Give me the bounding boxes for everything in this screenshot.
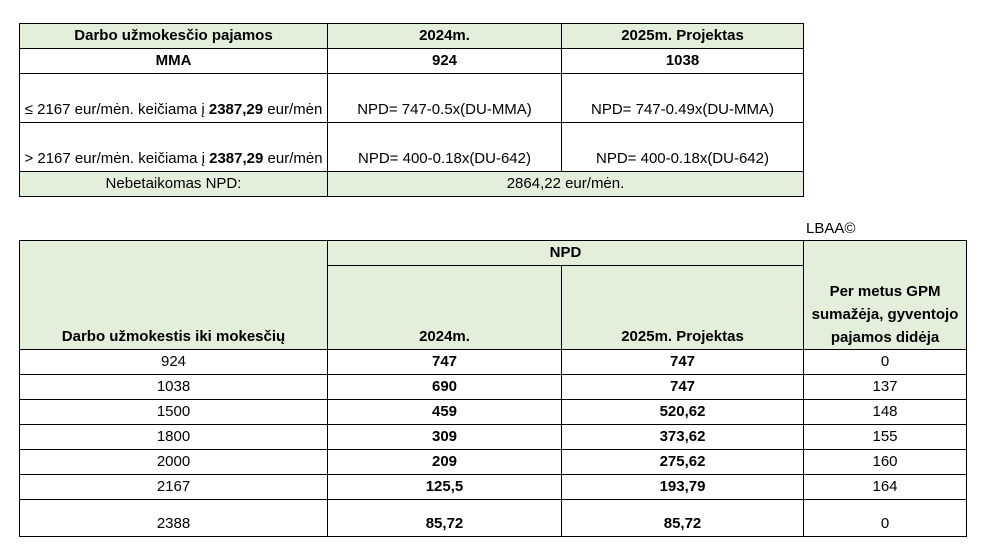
cell-gpm: 155 bbox=[804, 425, 967, 450]
nebetaikomas-label: Nebetaikomas NPD: bbox=[20, 172, 328, 197]
header-npd: NPD bbox=[328, 241, 804, 266]
cell-salary: 2000 bbox=[20, 450, 328, 475]
header-2024: 2024m. bbox=[328, 24, 562, 49]
cell-salary: 1500 bbox=[20, 400, 328, 425]
header-salary: Darbo užmokestis iki mokesčių bbox=[20, 241, 328, 350]
header-income: Darbo užmokesčio pajamos bbox=[20, 24, 328, 49]
mma-2025: 1038 bbox=[562, 49, 804, 74]
nebetaikomas-row bbox=[20, 172, 804, 197]
header-2025: 2025m. Projektas bbox=[562, 24, 804, 49]
lbaa-watermark: LBAA© bbox=[806, 220, 856, 237]
header-gpm: Per metus GPM sumažėja, gyventojo pajamos didėja bbox=[804, 241, 967, 350]
mma-row bbox=[20, 49, 804, 74]
cell-gpm: 164 bbox=[804, 475, 967, 500]
table-row bbox=[20, 123, 804, 172]
cell-npd-2024: 459 bbox=[328, 400, 562, 425]
row-le-2024: NPD= 747-0.5x(DU-MMA) bbox=[328, 74, 562, 123]
table-header-row bbox=[20, 24, 804, 49]
cell-npd-2024: 209 bbox=[328, 450, 562, 475]
row-le-label: ≤ 2167 eur/mėn. keičiama į 2387,29 eur/mėn bbox=[20, 74, 328, 123]
cell-gpm: 0 bbox=[804, 350, 967, 375]
table-row bbox=[20, 375, 967, 400]
cell-npd-2025: 193,79 bbox=[562, 475, 804, 500]
cell-salary: 2167 bbox=[20, 475, 328, 500]
cell-gpm: 160 bbox=[804, 450, 967, 475]
npd-formula-table bbox=[19, 23, 804, 197]
cell-npd-2025: 520,62 bbox=[562, 400, 804, 425]
table-row bbox=[20, 74, 804, 123]
cell-salary: 1800 bbox=[20, 425, 328, 450]
header-npd-2024: 2024m. bbox=[328, 266, 562, 350]
cell-npd-2024: 747 bbox=[328, 350, 562, 375]
cell-npd-2025: 275,62 bbox=[562, 450, 804, 475]
row-gt-label: > 2167 eur/mėn. keičiama į 2387,29 eur/mėn bbox=[20, 123, 328, 172]
cell-gpm: 148 bbox=[804, 400, 967, 425]
cell-salary: 924 bbox=[20, 350, 328, 375]
npd-comparison-table bbox=[19, 240, 967, 537]
cell-salary: 2388 bbox=[20, 500, 328, 537]
table-row bbox=[20, 500, 967, 537]
cell-npd-2024: 85,72 bbox=[328, 500, 562, 537]
cell-salary: 1038 bbox=[20, 375, 328, 400]
table-row bbox=[20, 475, 967, 500]
row-gt-2025: NPD= 400-0.18x(DU-642) bbox=[562, 123, 804, 172]
header-npd-2025: 2025m. Projektas bbox=[562, 266, 804, 350]
cell-npd-2024: 309 bbox=[328, 425, 562, 450]
row-le-2025: NPD= 747-0.49x(DU-MMA) bbox=[562, 74, 804, 123]
table-row bbox=[20, 400, 967, 425]
row-gt-2024: NPD= 400-0.18x(DU-642) bbox=[328, 123, 562, 172]
cell-gpm: 0 bbox=[804, 500, 967, 537]
table-row bbox=[20, 350, 967, 375]
cell-npd-2024: 125,5 bbox=[328, 475, 562, 500]
table-header-row bbox=[20, 241, 967, 266]
cell-npd-2025: 747 bbox=[562, 375, 804, 400]
cell-npd-2025: 373,62 bbox=[562, 425, 804, 450]
cell-gpm: 137 bbox=[804, 375, 967, 400]
mma-2024: 924 bbox=[328, 49, 562, 74]
mma-label: MMA bbox=[20, 49, 328, 74]
table-row bbox=[20, 450, 967, 475]
nebetaikomas-value: 2864,22 eur/mėn. bbox=[328, 172, 804, 197]
cell-npd-2025: 85,72 bbox=[562, 500, 804, 537]
cell-npd-2025: 747 bbox=[562, 350, 804, 375]
cell-npd-2024: 690 bbox=[328, 375, 562, 400]
table-row bbox=[20, 425, 967, 450]
